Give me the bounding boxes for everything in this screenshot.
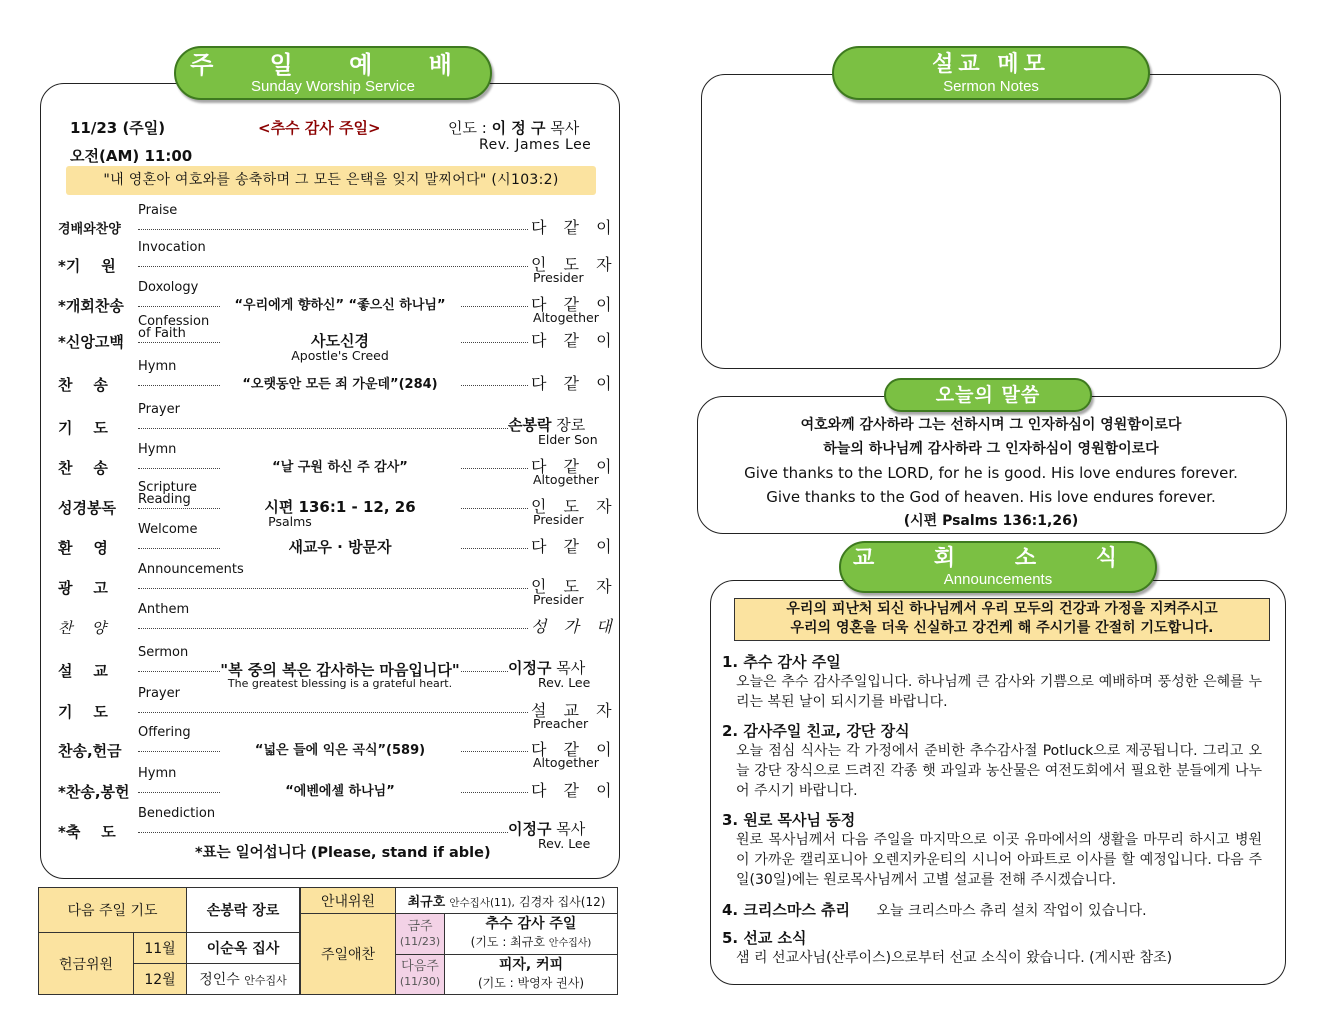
this-week-menu: 추수 감사 주일 [485, 915, 577, 932]
worship-item-english: Hymn [138, 442, 177, 457]
worship-item-english: Hymn [138, 359, 177, 374]
worship-title-pill [174, 46, 492, 100]
worship-item-label: *개회찬송 [58, 297, 124, 315]
this-week-cell [396, 914, 445, 954]
leader-name: 이정구 [508, 820, 552, 838]
nov-label: 11월 [134, 933, 187, 964]
worship-item-detail-en: Apostle's Creed [291, 348, 389, 363]
verse-box [66, 166, 596, 195]
worship-item-english: Announcements [138, 562, 244, 577]
service-date: 11/23 (주일) [70, 119, 166, 137]
this-week-sub-prefix: (기도 : 최규호 [470, 934, 545, 949]
worship-item-english: Doxology [138, 280, 199, 295]
worship-item-label: *신앙고백 [58, 333, 124, 351]
this-week-label: 금주 [407, 918, 433, 934]
worship-item-label: *찬송,봉헌 [58, 783, 130, 801]
announcement-2-body: 오늘 점심 식사는 각 가정에서 준비한 추수감사절 Potluck으로 제공됩니다. 그리고 오늘 강단 장식으로 드려진 각종 햇 과일과 농산물은 여전도회에서 필요한 분들에게 나누어 주시기 바랍니다. [736, 743, 1262, 799]
announcement-2-head: 2. 감사주일 친교, 강단 장식 [722, 722, 910, 740]
worship-item-english: Praise [138, 203, 178, 218]
worship-item-detail: “에벤에셀 하나님” [220, 780, 460, 799]
worship-item-label: 기 도 [58, 419, 108, 437]
worship-item-leader: 인 도 자 [528, 494, 618, 517]
announcement-4 [722, 900, 1262, 921]
worship-item-label: 성경봉독 [58, 499, 116, 517]
announcement-4-inline: 오늘 크리스마스 츄리 설치 작업이 있습니다. [876, 903, 1147, 919]
leader-title: 목사 [556, 659, 586, 677]
worship-item-leader: 다 같 이 [528, 328, 618, 351]
dec-name: 정인수 [199, 972, 240, 988]
worship-item-leader: 다 같 이 [528, 292, 618, 315]
announcement-3 [722, 810, 1262, 890]
todays-word-title: 오늘의 말씀 [935, 384, 1041, 406]
worship-item-leader-en: Preacher [533, 716, 589, 731]
announcement-4-head: 4. 크리스마스 츄리 [722, 901, 851, 919]
leader-name: 이 정 구 [491, 119, 546, 137]
stand-note: *표는 일어섭니다 (Please, stand if able) [195, 845, 491, 861]
announcement-3-head: 3. 원로 목사님 동정 [722, 811, 856, 829]
worship-item-detail: “우리에게 향하신” “좋으신 하나님” [220, 294, 460, 313]
info-table-left [38, 887, 300, 995]
worship-item-detail-en: Psalms [268, 514, 312, 529]
worship-item-detail: “오랫동안 모든 죄 가운데”(284) [220, 373, 460, 392]
worship-item-english: Confession of Faith [138, 314, 210, 341]
this-week-sub [445, 933, 617, 953]
worship-item-english: Sermon [138, 645, 189, 660]
worship-item-english: Benediction [138, 806, 216, 821]
worship-item-label: 찬 양 [58, 619, 107, 637]
worship-item-label: 찬 송 [58, 459, 108, 477]
leader-dots [138, 712, 528, 713]
dec-label: 12월 [134, 964, 187, 995]
worship-item-english: Invocation [138, 240, 206, 255]
announcements-title-en: Announcements [943, 571, 1053, 588]
fellowship-label: 주일애찬 [301, 914, 396, 995]
todays-word-text [700, 413, 1282, 533]
worship-item-leader-en: Altogether [533, 310, 599, 325]
this-week-date: (11/23) [399, 934, 441, 948]
nov-name: 이순옥 집사 [187, 933, 300, 964]
worship-item-english: Prayer [138, 686, 180, 701]
worship-item-label: 기 도 [58, 703, 108, 721]
worship-item-detail: “넓은 들에 익은 곡식”(589) [220, 739, 460, 758]
worship-item-leader-en: Rev. Lee [538, 675, 591, 690]
prayer-banner [734, 598, 1270, 641]
leader-title: 목사 [556, 820, 586, 838]
banner-line1: 우리의 피난처 되신 하나님께서 우리 모두의 건강과 가정을 지켜주시고 [786, 601, 1218, 617]
sermon-notes-pill [832, 46, 1150, 100]
worship-title-ko: 주 일 예 배 [190, 51, 476, 79]
usher-label: 안내위원 [301, 888, 396, 914]
leader-name: 이정구 [508, 659, 552, 677]
worship-item-label: 설 교 [58, 662, 108, 680]
worship-item-leader-en: Rev. Lee [538, 836, 591, 851]
announcement-1 [722, 652, 1262, 712]
worship-item-label: 찬송,헌금 [58, 742, 122, 760]
worship-item-leader: 다 같 이 [528, 534, 618, 557]
worship-item-leader-en: Altogether [533, 755, 599, 770]
worship-item-label: 경배와찬양 [58, 222, 121, 237]
word-line3: Give thanks to the LORD, for he is good. His love endures forever. [744, 464, 1238, 482]
worship-item-leader-en: Presider [533, 270, 584, 285]
next-week-label: 다음주 [401, 959, 439, 975]
leader [448, 117, 579, 138]
worship-item-english: Hymn [138, 766, 177, 781]
next-prayer-label: 다음 주일 기도 [39, 888, 187, 933]
worship-item-label: 환 영 [58, 539, 108, 557]
announcement-2 [722, 721, 1262, 801]
info-table-right [300, 887, 618, 995]
leader-name: 손봉락 [508, 416, 552, 434]
worship-item-label: 찬 송 [58, 376, 108, 394]
leader-en: Rev. James Lee [479, 137, 592, 153]
next-week-cell [396, 954, 445, 994]
worship-item-leader: 다 같 이 [528, 737, 618, 760]
worship-item-leader-en: Elder Son [538, 432, 598, 447]
worship-item-leader-en: Presider [533, 592, 584, 607]
worship-item-english: Offering [138, 725, 191, 740]
announcements-title-ko: 교 회 소 식 [853, 546, 1143, 571]
next-week-sub: (기도 : 박영자 권사) [478, 976, 584, 991]
leader-title: 장로 [556, 416, 586, 434]
usher-name1: 최규호 [407, 895, 446, 911]
worship-item-leader: 인 도 자 [528, 574, 618, 597]
worship-item-leader-en: Altogether [533, 472, 599, 487]
leader-dots [138, 428, 508, 429]
offering-label: 헌금위원 [39, 933, 134, 995]
next-week-date: (11/30) [399, 975, 441, 989]
announcement-1-head: 1. 추수 감사 주일 [722, 653, 841, 671]
announcements-pill [839, 541, 1157, 593]
leader-dots [138, 628, 528, 629]
word-line2: 하늘의 하나님께 감사하라 그 인자하심이 영원함이로다 [823, 441, 1159, 457]
worship-item-detail: “날 구원 하신 주 감사” [220, 456, 460, 475]
word-line4: Give thanks to the God of heaven. His love endures forever. [766, 488, 1216, 506]
service-theme: <추수 감사 주일> [258, 119, 381, 137]
worship-item-leader-en: Presider [533, 512, 584, 527]
worship-item-leader: 인 도 자 [528, 252, 618, 275]
sermon-notes-title-ko: 설교 메모 [932, 52, 1050, 77]
service-time: 오전(AM) 11:00 [70, 147, 193, 165]
worship-item-leader: 성 가 대 [528, 614, 618, 637]
worship-title-en: Sunday Worship Service [251, 78, 415, 95]
worship-item-label: 광 고 [58, 579, 108, 597]
leader-label: 인도 : [448, 119, 487, 137]
leader-dots [138, 229, 528, 230]
sermon-notes-title-en: Sermon Notes [943, 78, 1039, 95]
announcement-5-body: 샘 리 선교사님(산루이스)으로부터 선교 소식이 왔습니다. (게시판 참조) [736, 950, 1173, 966]
usher-names [396, 888, 618, 914]
leader-dots [138, 266, 528, 267]
usher-name2: 김경자 집사(12) [519, 895, 606, 910]
worship-item-leader: 다 같 이 [528, 371, 618, 394]
announcement-1-body: 오늘은 추수 감사주일입니다. 하나님께 큰 감사와 기쁨으로 예배하며 풍성한 은혜를 누리는 복된 날이 되시기를 바랍니다. [736, 674, 1262, 710]
next-week-menu-cell [445, 954, 618, 994]
worship-item-label: *축 도 [58, 823, 116, 841]
banner-line2: 우리의 영혼을 더욱 신실하고 강건케 해 주시기를 간절히 기도합니다. [790, 620, 1214, 636]
this-week-menu-cell [445, 914, 618, 954]
worship-item-leader: 다 같 이 [528, 215, 618, 238]
worship-item-detail: 시편 136:1 - 12, 26 [220, 496, 460, 517]
usher-title1: 안수집사(11), [449, 897, 515, 910]
todays-word-pill [884, 378, 1092, 412]
worship-item-detail: 사도신경 [220, 330, 460, 351]
word-ref: (시편 Psalms 136:1,26) [903, 513, 1079, 529]
worship-item-leader: 다 같 이 [528, 778, 618, 801]
worship-item-english: Scripture Reading [138, 480, 198, 507]
worship-item-detail: 새교우 · 방문자 [220, 536, 460, 557]
next-week-menu: 피자, 커피 [498, 957, 564, 974]
worship-item-leader: 다 같 이 [528, 454, 618, 477]
dec-title: 안수집사 [244, 974, 287, 987]
dec-person [187, 964, 300, 995]
worship-item-detail-en: The greatest blessing is a grateful heart. [227, 677, 453, 690]
next-prayer-name: 손봉락 장로 [187, 888, 300, 933]
worship-item-detail: "복 중의 복은 감사하는 마음입니다" [220, 661, 460, 679]
worship-item-label: *기 원 [58, 257, 116, 275]
this-week-sub-title: 안수집사) [548, 937, 592, 949]
leader-dots [138, 832, 508, 833]
leader-title: 목사 [550, 119, 580, 137]
worship-item-leader: 설 교 자 [528, 698, 618, 721]
leader-dots [138, 588, 528, 589]
worship-item-english: Prayer [138, 402, 180, 417]
worship-item-english: Anthem [138, 602, 190, 617]
announcement-5 [722, 928, 1262, 968]
worship-item-english: Welcome [138, 522, 198, 537]
announcement-3-body: 원로 목사님께서 다음 주일을 마지막으로 이곳 유마에서의 생활을 마무리 하시고 병원이 가까운 캘리포니아 오렌지카운티의 시니어 아파트로 이사를 할 예정입니다. 다음 주일(30일)에는 원로목사님께서 고별 설교를 전해 주시겠습니다. [736, 832, 1262, 888]
word-line1: 여호와께 감사하라 그는 선하시며 그 인자하심이 영원함이로다 [800, 417, 1182, 433]
announcement-5-head: 5. 선교 소식 [722, 929, 807, 947]
verse-text: "내 영혼아 여호와를 송축하며 그 모든 은택을 잊지 말찌어다" (시103:2) [103, 172, 559, 188]
sermon-notes-panel[interactable] [701, 74, 1281, 369]
